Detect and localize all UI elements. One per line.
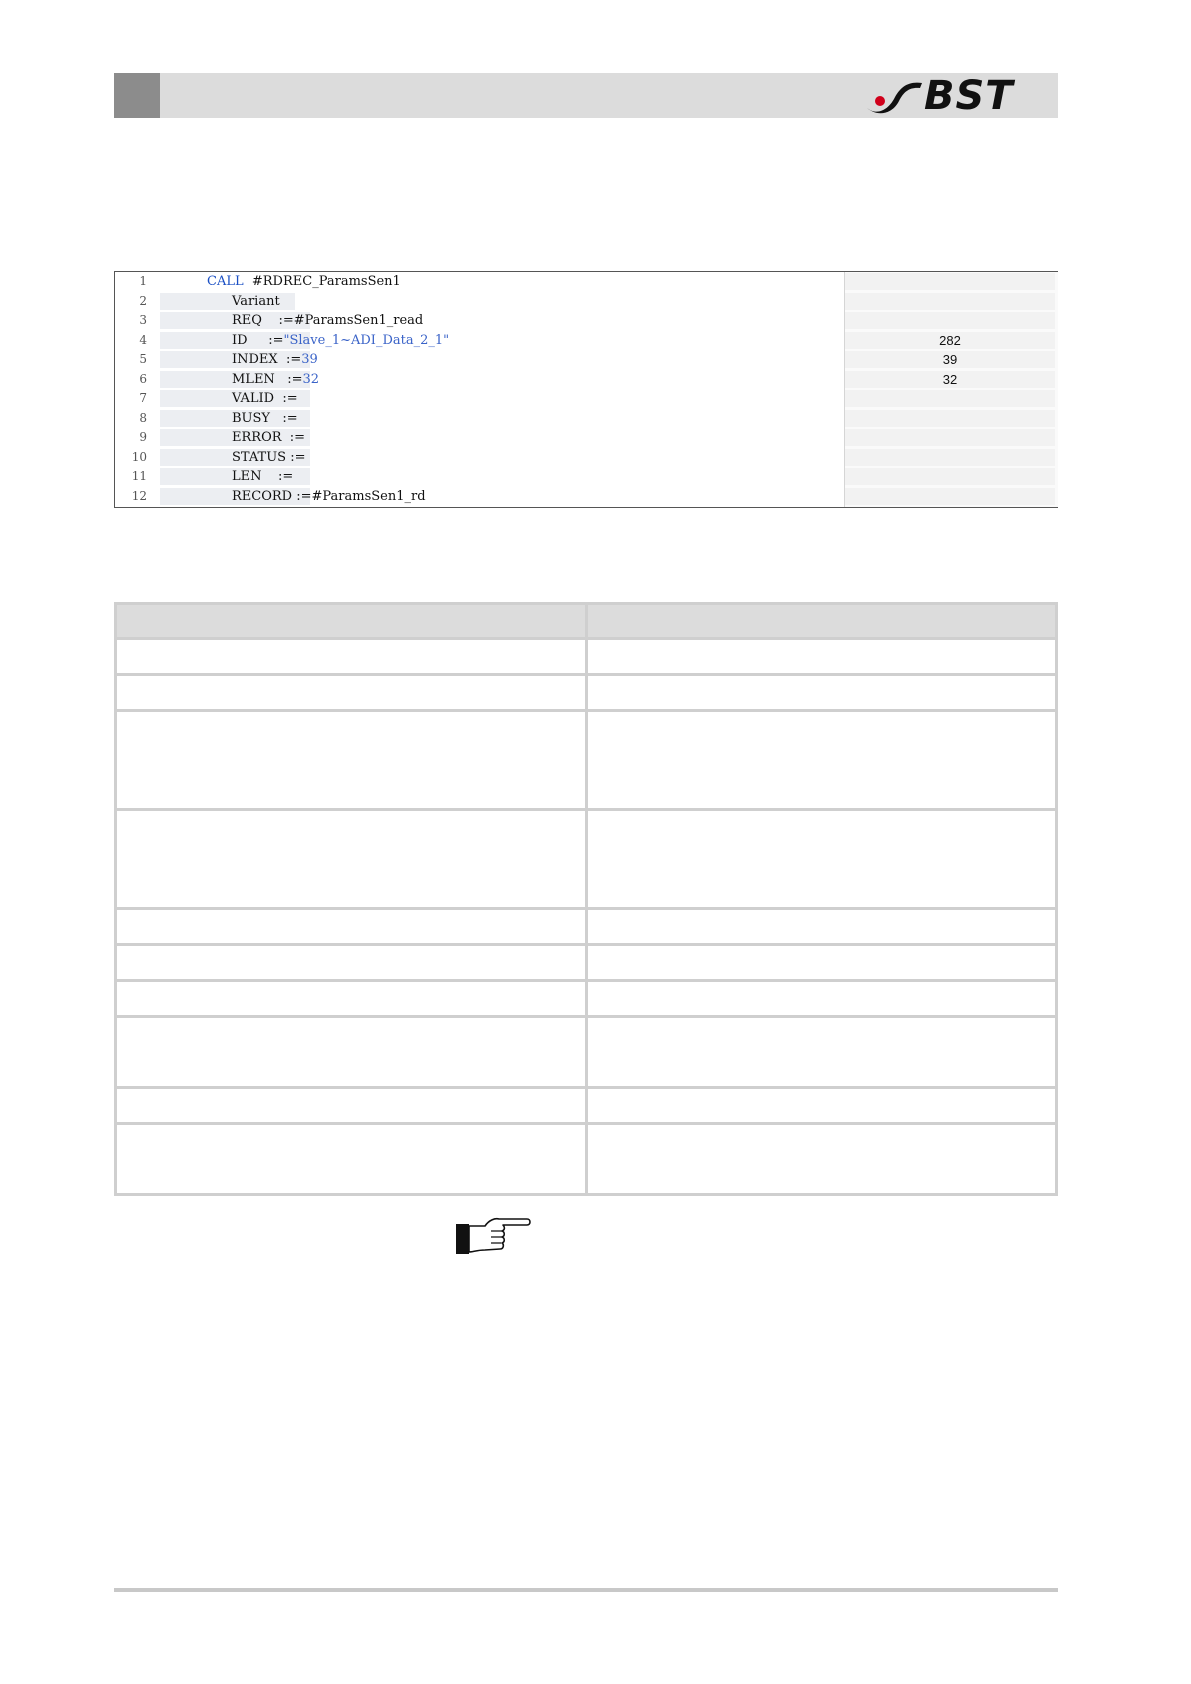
code-text (232, 489, 426, 504)
code-panel (114, 271, 1058, 508)
code-token: ID := (232, 332, 284, 348)
table-cell (116, 981, 587, 1017)
monitor-value (845, 429, 1055, 446)
code-token: MLEN := (232, 371, 303, 387)
monitor-value: 32 (845, 371, 1055, 388)
footer-rule (114, 1588, 1058, 1592)
table-cell (586, 1017, 1057, 1088)
table-row (116, 1017, 1057, 1088)
code-line (115, 331, 1057, 351)
code-literal: "Slave_1~ADI_Data_2_1" (283, 332, 450, 348)
table-cell (586, 1124, 1057, 1195)
parameter-table (114, 602, 1058, 1196)
table-row (116, 711, 1057, 810)
table-row (116, 1088, 1057, 1124)
table-cell (586, 981, 1057, 1017)
table-cell (586, 1088, 1057, 1124)
code-literal: 32 (302, 371, 320, 387)
table-row (116, 1124, 1057, 1195)
code-token: #RDREC_ParamsSen1 (243, 274, 401, 289)
code-token: Variant (232, 293, 280, 309)
line-number: 7 (139, 391, 147, 405)
code-keyword: CALL (207, 274, 244, 289)
table-cell (116, 945, 587, 981)
code-token: BUSY := (232, 410, 298, 426)
code-text (232, 352, 318, 367)
table-row (116, 981, 1057, 1017)
code-text (232, 313, 423, 328)
code-line (115, 272, 1057, 292)
bst-swoosh-icon (864, 77, 926, 115)
line-number: 8 (139, 410, 147, 425)
code-line (115, 487, 1057, 507)
table-row (116, 909, 1057, 945)
code-token: INDEX := (232, 352, 302, 367)
line-number: 9 (139, 430, 147, 444)
table-header-cell (586, 604, 1057, 639)
code-text (232, 372, 319, 387)
line-number: 11 (131, 469, 147, 483)
code-token: ERROR := (232, 430, 306, 445)
table-row (116, 945, 1057, 981)
code-text (232, 450, 305, 465)
code-text (232, 469, 293, 484)
bst-logo (864, 73, 1052, 119)
logo-wordmark: BST (924, 73, 1014, 119)
table-header-row (116, 604, 1057, 639)
table-row (116, 810, 1057, 909)
code-line (115, 409, 1057, 429)
line-number: 2 (139, 293, 147, 308)
line-number: 3 (139, 313, 147, 327)
code-token: VALID := (232, 391, 298, 406)
code-line (115, 311, 1057, 331)
table-cell (116, 711, 587, 810)
table-row (116, 675, 1057, 711)
code-text (207, 274, 401, 289)
page-header (114, 73, 1058, 118)
line-number: 5 (139, 352, 147, 366)
code-line (115, 428, 1057, 448)
code-text (232, 391, 298, 406)
code-line (115, 350, 1057, 370)
code-line (115, 467, 1057, 487)
table-cell (586, 945, 1057, 981)
table-cell (586, 909, 1057, 945)
monitor-value (845, 488, 1055, 505)
code-token: RECORD :=#ParamsSen1_rd (232, 488, 426, 504)
line-number: 10 (131, 449, 147, 464)
monitor-value (845, 390, 1055, 407)
table-cell (116, 1017, 587, 1088)
code-text (232, 411, 298, 426)
monitor-value (845, 312, 1055, 329)
monitor-value: 282 (845, 332, 1055, 349)
code-line (115, 448, 1057, 468)
table-cell (116, 909, 587, 945)
table-header-cell (116, 604, 587, 639)
code-text (232, 294, 280, 309)
code-line (115, 370, 1057, 390)
code-literal: 39 (301, 352, 318, 367)
code-text (232, 333, 449, 348)
code-line (115, 389, 1057, 409)
chapter-marker (114, 73, 160, 118)
table-cell (116, 810, 587, 909)
table-cell (116, 639, 587, 675)
table-cell (586, 639, 1057, 675)
monitor-value (845, 468, 1055, 485)
code-token: LEN := (232, 469, 294, 484)
table-cell (116, 1088, 587, 1124)
table-cell (586, 711, 1057, 810)
table-cell (116, 675, 587, 711)
line-number: 6 (139, 371, 147, 386)
code-token: REQ :=#ParamsSen1_read (232, 313, 424, 328)
table-cell (586, 675, 1057, 711)
monitor-value (845, 449, 1055, 466)
code-line (115, 292, 1057, 312)
monitor-value (845, 293, 1055, 310)
line-number: 1 (139, 274, 147, 288)
monitor-value (845, 273, 1055, 290)
table-cell (586, 810, 1057, 909)
table-row (116, 639, 1057, 675)
code-text (232, 430, 305, 445)
line-number: 4 (139, 332, 147, 347)
line-number: 12 (131, 488, 147, 503)
monitor-value: 39 (845, 351, 1055, 368)
pointing-hand-icon (455, 1216, 531, 1256)
table-cell (116, 1124, 587, 1195)
monitor-value (845, 410, 1055, 427)
code-token: STATUS := (232, 449, 306, 465)
